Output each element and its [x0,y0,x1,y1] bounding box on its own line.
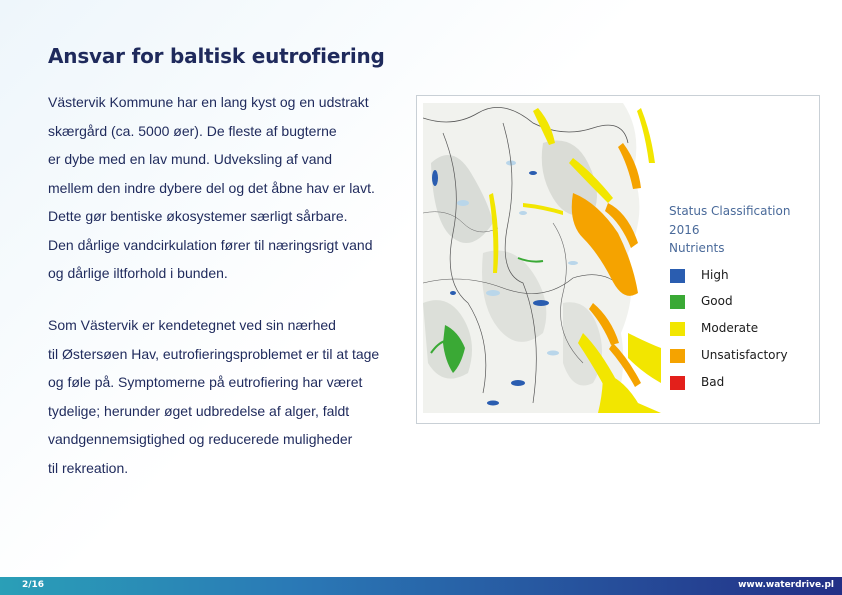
text-line: til rekreation. [48,459,129,476]
legend-title-line: 2016 [669,222,700,237]
legend-swatch [670,349,685,363]
website-link[interactable]: www.waterdrive.pl [738,580,834,590]
text-line: Västervik Kommune har en lang kyst og en udstrakt [48,94,369,110]
text-line: og føle på. Symptomerne på eutrofiering har været [48,374,363,390]
text-line: skærgård (ca. 5000 øer). De fleste af bugterne [48,122,337,139]
text-line: til Østersøen Hav, eutrofieringsproblemet er til at tage [48,345,380,362]
footer-bar [0,577,842,595]
text-line: vandgennemsigtighed og reducerede muligheder [48,431,353,447]
page-number: 2/16 [22,580,45,590]
status-map-panel [416,95,820,424]
text-line: Som Västervik er kendetegnet ved sin nærhed [48,317,336,333]
status-classification-map [423,103,661,413]
intro-paragraph [48,88,393,288]
legend-title-line: Status Classification [669,204,791,218]
text-line: Den dårlige vandcirkulation fører til næringsrigt vand [48,236,373,253]
legend-swatch [670,269,685,283]
text-line: tydelige; herunder øget udbredelse af alger, faldt [48,402,350,419]
legend-label: Unsatisfactory [701,348,788,362]
text-line: og dårlige iltforhold i bunden. [48,265,228,281]
legend-swatch [670,322,685,336]
legend-label: Moderate [701,321,759,335]
map-legend-title [669,202,790,258]
page-title: Ansvar for baltisk eutrofiering [48,44,385,68]
legend-label: High [701,268,729,282]
text-line: mellem den indre dybere del og det åbne hav er lavt. [48,179,375,196]
map-image [423,103,661,413]
legend-label: Good [701,294,733,308]
legend-swatch [670,295,685,309]
legend-swatch [670,376,685,390]
legend-label: Bad [701,375,725,389]
text-line: Dette gør bentiske økosystemer særligt sårbare. [48,208,348,224]
eutrophication-paragraph [48,311,393,482]
legend-title-line: Nutrients [669,241,725,255]
text-line: er dybe med en lav mund. Udveksling af vand [48,151,333,167]
